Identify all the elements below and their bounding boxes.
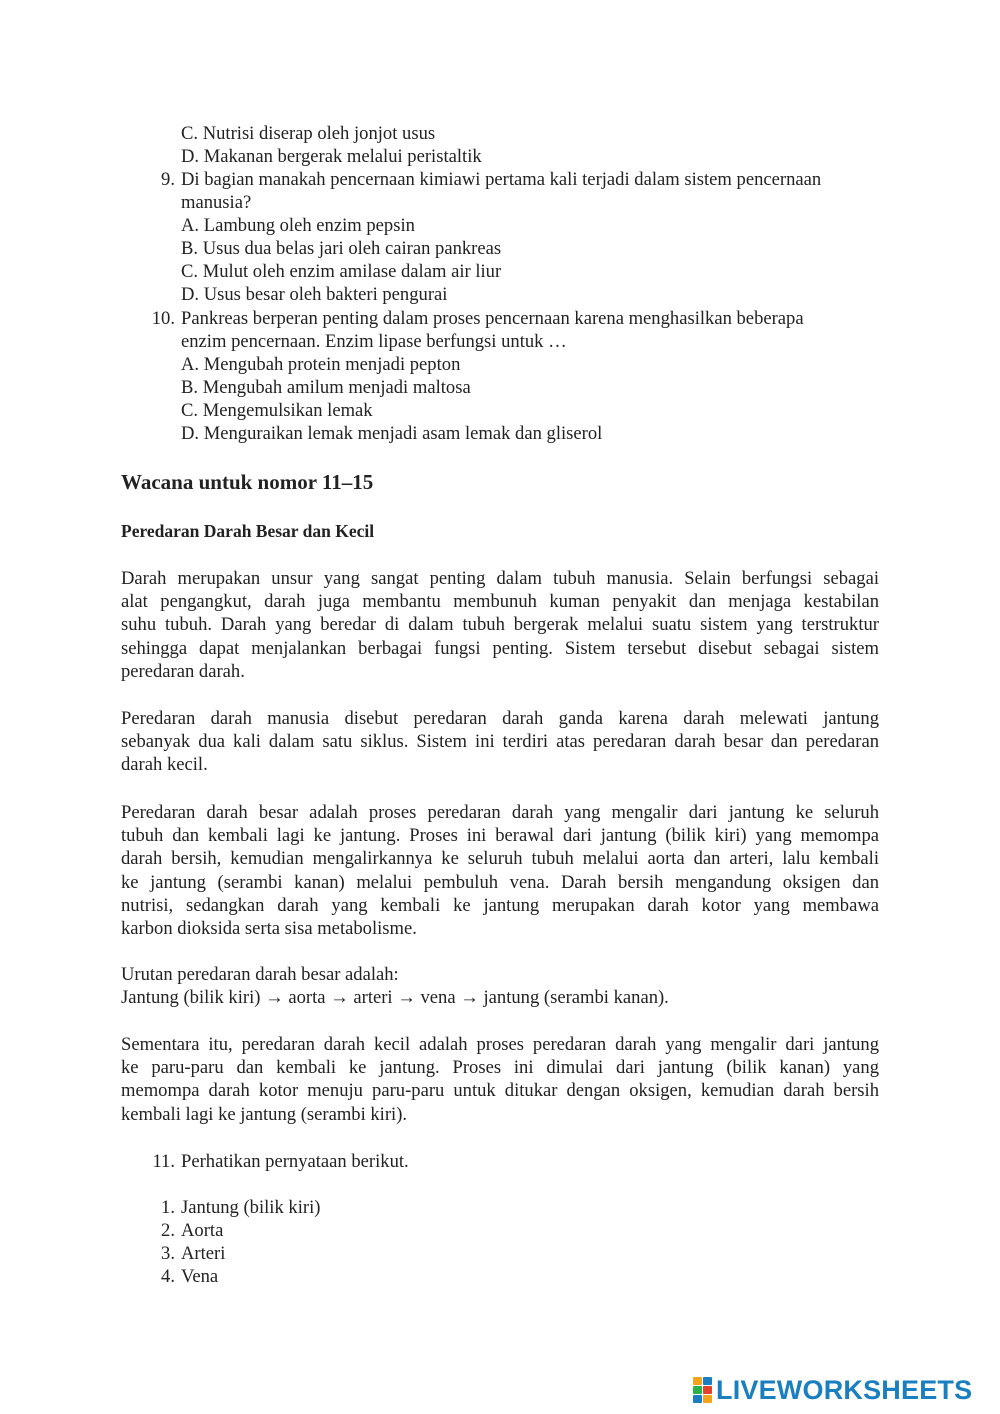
paragraph-2 xyxy=(121,707,879,777)
list-text: Aorta xyxy=(181,1220,224,1241)
q8-option-c: C. Nutrisi diserap oleh jonjot usus xyxy=(181,123,436,144)
q10-option-d: D. Menguraikan lemak menjadi asam lemak dan gliserol xyxy=(181,423,603,444)
list-item xyxy=(148,1265,218,1288)
question-10 xyxy=(148,307,804,330)
list-item xyxy=(148,1242,225,1265)
paragraph-line: suhu tubuh. Darah yang beredar di dalam tubuh bergerak melalui suatu sistem yang terstruktur xyxy=(121,614,879,636)
list-number: 3. xyxy=(161,1243,175,1264)
paragraph-line: darah kecil. xyxy=(121,754,208,776)
sequence-intro: Urutan peredaran darah besar adalah: xyxy=(121,964,399,985)
paragraph-5 xyxy=(121,1033,879,1126)
q10-option-c: C. Mengemulsikan lemak xyxy=(181,400,373,421)
paragraph-line: darah bersih, kemudian mengalirkannya ke seluruh tubuh melalui aorta dan arteri, lalu kembali xyxy=(121,848,879,870)
paragraph-line: alat pengangkut, darah juga membantu membunuh kuman penyakit dan menjaga kestabilan xyxy=(121,591,879,613)
list-item xyxy=(148,1219,223,1242)
list-number: 2. xyxy=(161,1220,175,1241)
question-11 xyxy=(148,1150,409,1173)
paragraph-line: ke paru-paru dan kembali ke jantung. Proses ini dimulai dari jantung (bilik kanan) yang xyxy=(121,1057,879,1079)
q10-option-a: A. Mengubah protein menjadi pepton xyxy=(181,354,461,375)
question-9 xyxy=(148,168,821,191)
list-text: Arteri xyxy=(181,1243,226,1264)
list-text: Jantung (bilik kiri) xyxy=(181,1197,321,1218)
question-text-cont: manusia? xyxy=(181,192,252,213)
question-text-cont: enzim pencernaan. Enzim lipase berfungsi untuk … xyxy=(181,331,567,352)
list-text: Vena xyxy=(181,1266,219,1287)
list-number: 4. xyxy=(161,1266,175,1287)
paragraph-line: nutrisi, sedangkan darah yang kembali ke jantung merupakan darah kotor yang membawa xyxy=(121,894,879,916)
sequence-text: Jantung (bilik kiri) → aorta → arteri → vena → jantung (serambi kanan). xyxy=(121,987,669,1008)
paragraph-1 xyxy=(121,567,879,683)
q9-option-d: D. Usus besar oleh bakteri pengurai xyxy=(181,284,448,305)
passage-title: Peredaran Darah Besar dan Kecil xyxy=(121,521,375,541)
paragraph-line: memompa darah kotor menuju paru-paru untuk ditukar dengan oksigen, kemudian darah bersih xyxy=(121,1080,879,1102)
q9-option-a: A. Lambung oleh enzim pepsin xyxy=(181,215,415,236)
question-text: Perhatikan pernyataan berikut. xyxy=(181,1151,409,1172)
paragraph-line: Peredaran darah besar adalah proses peredaran darah yang mengalir dari jantung ke seluruh xyxy=(121,802,879,823)
question-text: Di bagian manakah pencernaan kimiawi pertama kali terjadi dalam sistem pencernaan xyxy=(181,169,822,190)
liveworksheets-logo xyxy=(693,1376,972,1404)
question-text: Pankreas berperan penting dalam proses pencernaan karena menghasilkan beberapa xyxy=(181,308,804,329)
question-number: 9. xyxy=(161,169,175,190)
section-title: Wacana untuk nomor 11–15 xyxy=(121,470,374,494)
paragraph-line: Peredaran darah manusia disebut peredaran darah ganda karena darah melewati jantung xyxy=(121,708,879,729)
paragraph-line: sebanyak dua kali dalam satu siklus. Sistem ini terdiri atas peredaran darah besar dan peredaran xyxy=(121,731,879,753)
paragraph-line: Sementara itu, peredaran darah kecil adalah proses peredaran darah yang mengalir dari jantung xyxy=(121,1034,879,1055)
paragraph-3 xyxy=(121,801,879,940)
list-number: 1. xyxy=(161,1197,175,1218)
paragraph-line: karbon dioksida serta sisa metabolisme. xyxy=(121,918,417,940)
list-item xyxy=(148,1196,320,1219)
paragraph-line: peredaran darah. xyxy=(121,660,245,682)
logo-mark-icon xyxy=(693,1377,713,1403)
paragraph-line: tubuh dan kembali lagi ke jantung. Proses ini berawal dari jantung (bilik kiri) yang memompa xyxy=(121,825,879,847)
question-number: 11. xyxy=(152,1151,175,1172)
paragraph-line: kembali lagi ke jantung (serambi kiri). xyxy=(121,1103,408,1125)
q9-option-b: B. Usus dua belas jari oleh cairan pankreas xyxy=(181,238,502,259)
q8-option-d: D. Makanan bergerak melalui peristaltik xyxy=(181,146,482,167)
paragraph-line: Darah merupakan unsur yang sangat penting dalam tubuh manusia. Selain berfungsi sebagai xyxy=(121,568,879,589)
logo-text: LIVEWORKSHEETS xyxy=(716,1374,973,1405)
paragraph-line: sehingga dapat menjalankan berbagai fungsi penting. Sistem tersebut disebut sebagai sistem xyxy=(121,637,879,659)
paragraph-line: ke jantung (serambi kanan) melalui pembuluh vena. Darah bersih mengandung oksigen dan xyxy=(121,871,879,893)
q9-option-c: C. Mulut oleh enzim amilase dalam air liur xyxy=(181,261,502,282)
q10-option-b: B. Mengubah amilum menjadi maltosa xyxy=(181,377,471,398)
question-number: 10. xyxy=(151,308,175,329)
